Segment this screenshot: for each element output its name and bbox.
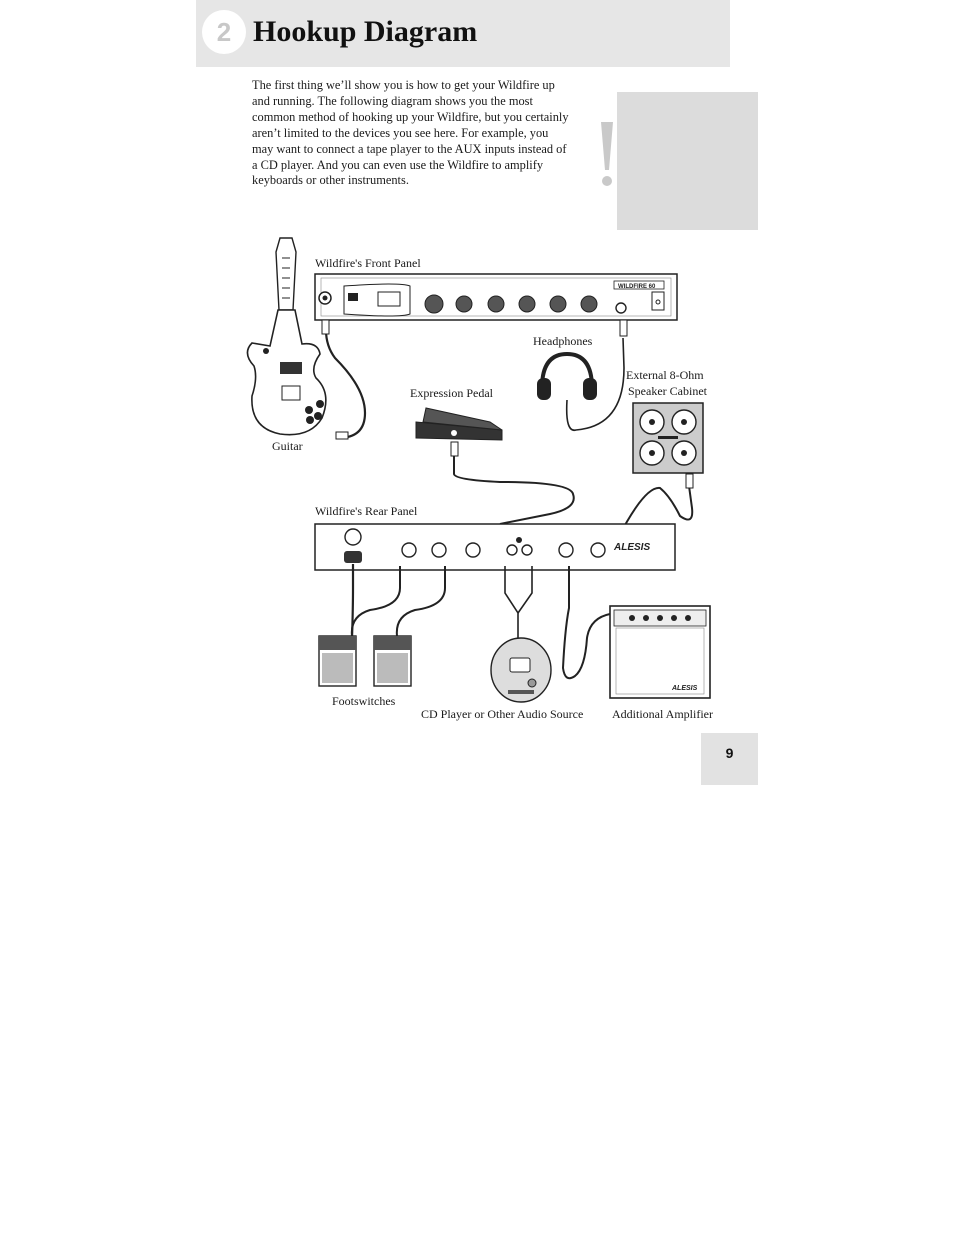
page-number: 9 bbox=[725, 745, 734, 761]
rear-logo: ALESIS bbox=[614, 542, 651, 553]
cd-player-illustration bbox=[491, 566, 551, 702]
speaker-cabinet-illustration bbox=[618, 403, 703, 538]
rear-panel bbox=[315, 524, 675, 570]
label-headphones: Headphones bbox=[533, 334, 593, 348]
label-expression-pedal: Expression Pedal bbox=[410, 386, 493, 400]
label-rear-panel: Wildfire's Rear Panel bbox=[315, 504, 418, 518]
label-front-panel: Wildfire's Front Panel bbox=[315, 256, 421, 270]
label-speaker-cabinet-line2: Speaker Cabinet bbox=[628, 384, 707, 398]
exclamation-icon bbox=[595, 118, 619, 190]
diagram-artwork bbox=[240, 228, 740, 728]
additional-amplifier-illustration bbox=[563, 566, 710, 698]
label-guitar: Guitar bbox=[272, 439, 303, 453]
page-title: Hookup Diagram bbox=[253, 15, 478, 48]
front-panel bbox=[315, 274, 677, 320]
amp-logo: ALESIS bbox=[672, 685, 698, 692]
side-note-panel bbox=[617, 92, 758, 230]
footswitches-illustration bbox=[319, 564, 445, 686]
label-additional-amplifier: Additional Amplifier bbox=[612, 707, 713, 721]
chapter-number-badge: 2 bbox=[202, 10, 246, 54]
front-logo: WILDFIRE 60 bbox=[618, 284, 656, 290]
intro-paragraph: The first thing we’ll show you is how to get your Wildfire up and running. The following diagram shows you the most common method of hooking up your Wildfire, but you certainly aren’t limited to the devices you see here. For example, you may want to connect a tape player to the AUX inputs instead of a CD player. And you can even use the Wildfire to amplify keyboards or other instruments. bbox=[252, 78, 569, 188]
label-footswitches: Footswitches bbox=[332, 694, 396, 708]
expression-pedal-illustration bbox=[416, 408, 574, 524]
hookup-diagram bbox=[240, 228, 740, 728]
label-cd-player: CD Player or Other Audio Source bbox=[421, 707, 584, 721]
label-speaker-cabinet-line1: External 8-Ohm bbox=[626, 368, 704, 382]
page-number-box bbox=[701, 733, 758, 785]
